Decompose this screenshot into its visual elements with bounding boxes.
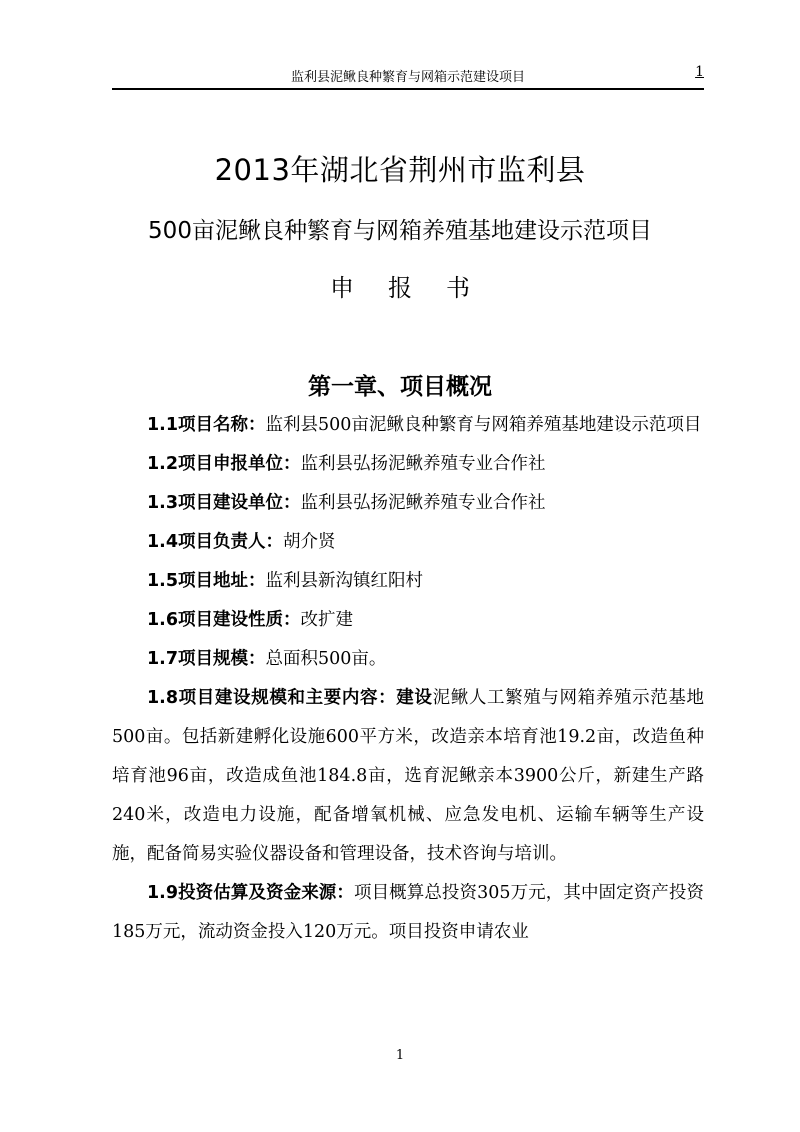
item-text: 监利县弘扬泥鳅养殖专业合作社 <box>300 493 546 513</box>
item-label: 1.9投资估算及资金来源： <box>147 883 354 903</box>
item-label: 1.6项目建设性质： <box>147 610 301 630</box>
paragraph-1-9 <box>112 874 704 952</box>
item-text: 改扩建 <box>300 610 354 630</box>
item-label: 1.1项目名称： <box>147 415 266 435</box>
paragraph-1-8 <box>112 679 704 874</box>
item-text: 泥鳅人工繁殖与网箱养殖示范基地500亩。包括新建孵化设施600平方米，改造亲本培育池19.2亩，改造鱼种培育池96亩，改造成鱼池184.8亩，选育泥鳅亲本3900公斤，新建生产路240米，改造电力设施，配备增氧机械、应急发电机、运输车辆等生产设施，配备简易实验仪器设备和管理设备，技术咨询与培训。 <box>112 688 705 864</box>
item-label: 1.8项目建设规模和主要内容：建设 <box>147 688 433 708</box>
paragraph-1-7 <box>112 640 704 679</box>
title-line-3: 申报书 <box>330 274 504 302</box>
chapter-title: 第一章、项目概况 <box>308 374 492 400</box>
title-line-1: 2013年湖北省荆州市监利县 <box>214 153 586 187</box>
paragraph-1-1 <box>112 406 704 445</box>
document-body <box>112 406 704 952</box>
paragraph-1-4 <box>112 523 704 562</box>
item-label: 1.4项目负责人： <box>147 532 284 552</box>
item-label: 1.7项目规模： <box>147 649 266 669</box>
item-label: 1.5项目地址： <box>147 571 266 591</box>
header-title: 监利县泥鳅良种繁育与网箱示范建设项目 <box>290 70 525 85</box>
title-line-2: 500亩泥鳅良种繁育与网箱养殖基地建设示范项目 <box>148 218 652 244</box>
item-text: 项目概算总投资305万元，其中固定资产投资185万元，流动资金投入120万元。项目投资申请农业 <box>112 883 704 942</box>
page-header <box>112 62 704 90</box>
item-text: 监利县500亩泥鳅良种繁育与网箱养殖基地建设示范项目 <box>265 415 702 435</box>
paragraph-1-3 <box>112 484 704 523</box>
item-text: 监利县弘扬泥鳅养殖专业合作社 <box>300 454 546 474</box>
item-text: 总面积500亩。 <box>265 649 387 669</box>
footer-page-number: 1 <box>395 1048 405 1063</box>
paragraph-1-2 <box>112 445 704 484</box>
item-text: 监利县新沟镇红阳村 <box>265 571 424 591</box>
item-label: 1.2项目申报单位： <box>147 454 301 474</box>
item-text: 胡介贤 <box>283 532 336 552</box>
item-label: 1.3项目建设单位： <box>147 493 301 513</box>
header-page-number: 1 <box>695 64 704 80</box>
paragraph-1-6 <box>112 601 704 640</box>
paragraph-1-5 <box>112 562 704 601</box>
